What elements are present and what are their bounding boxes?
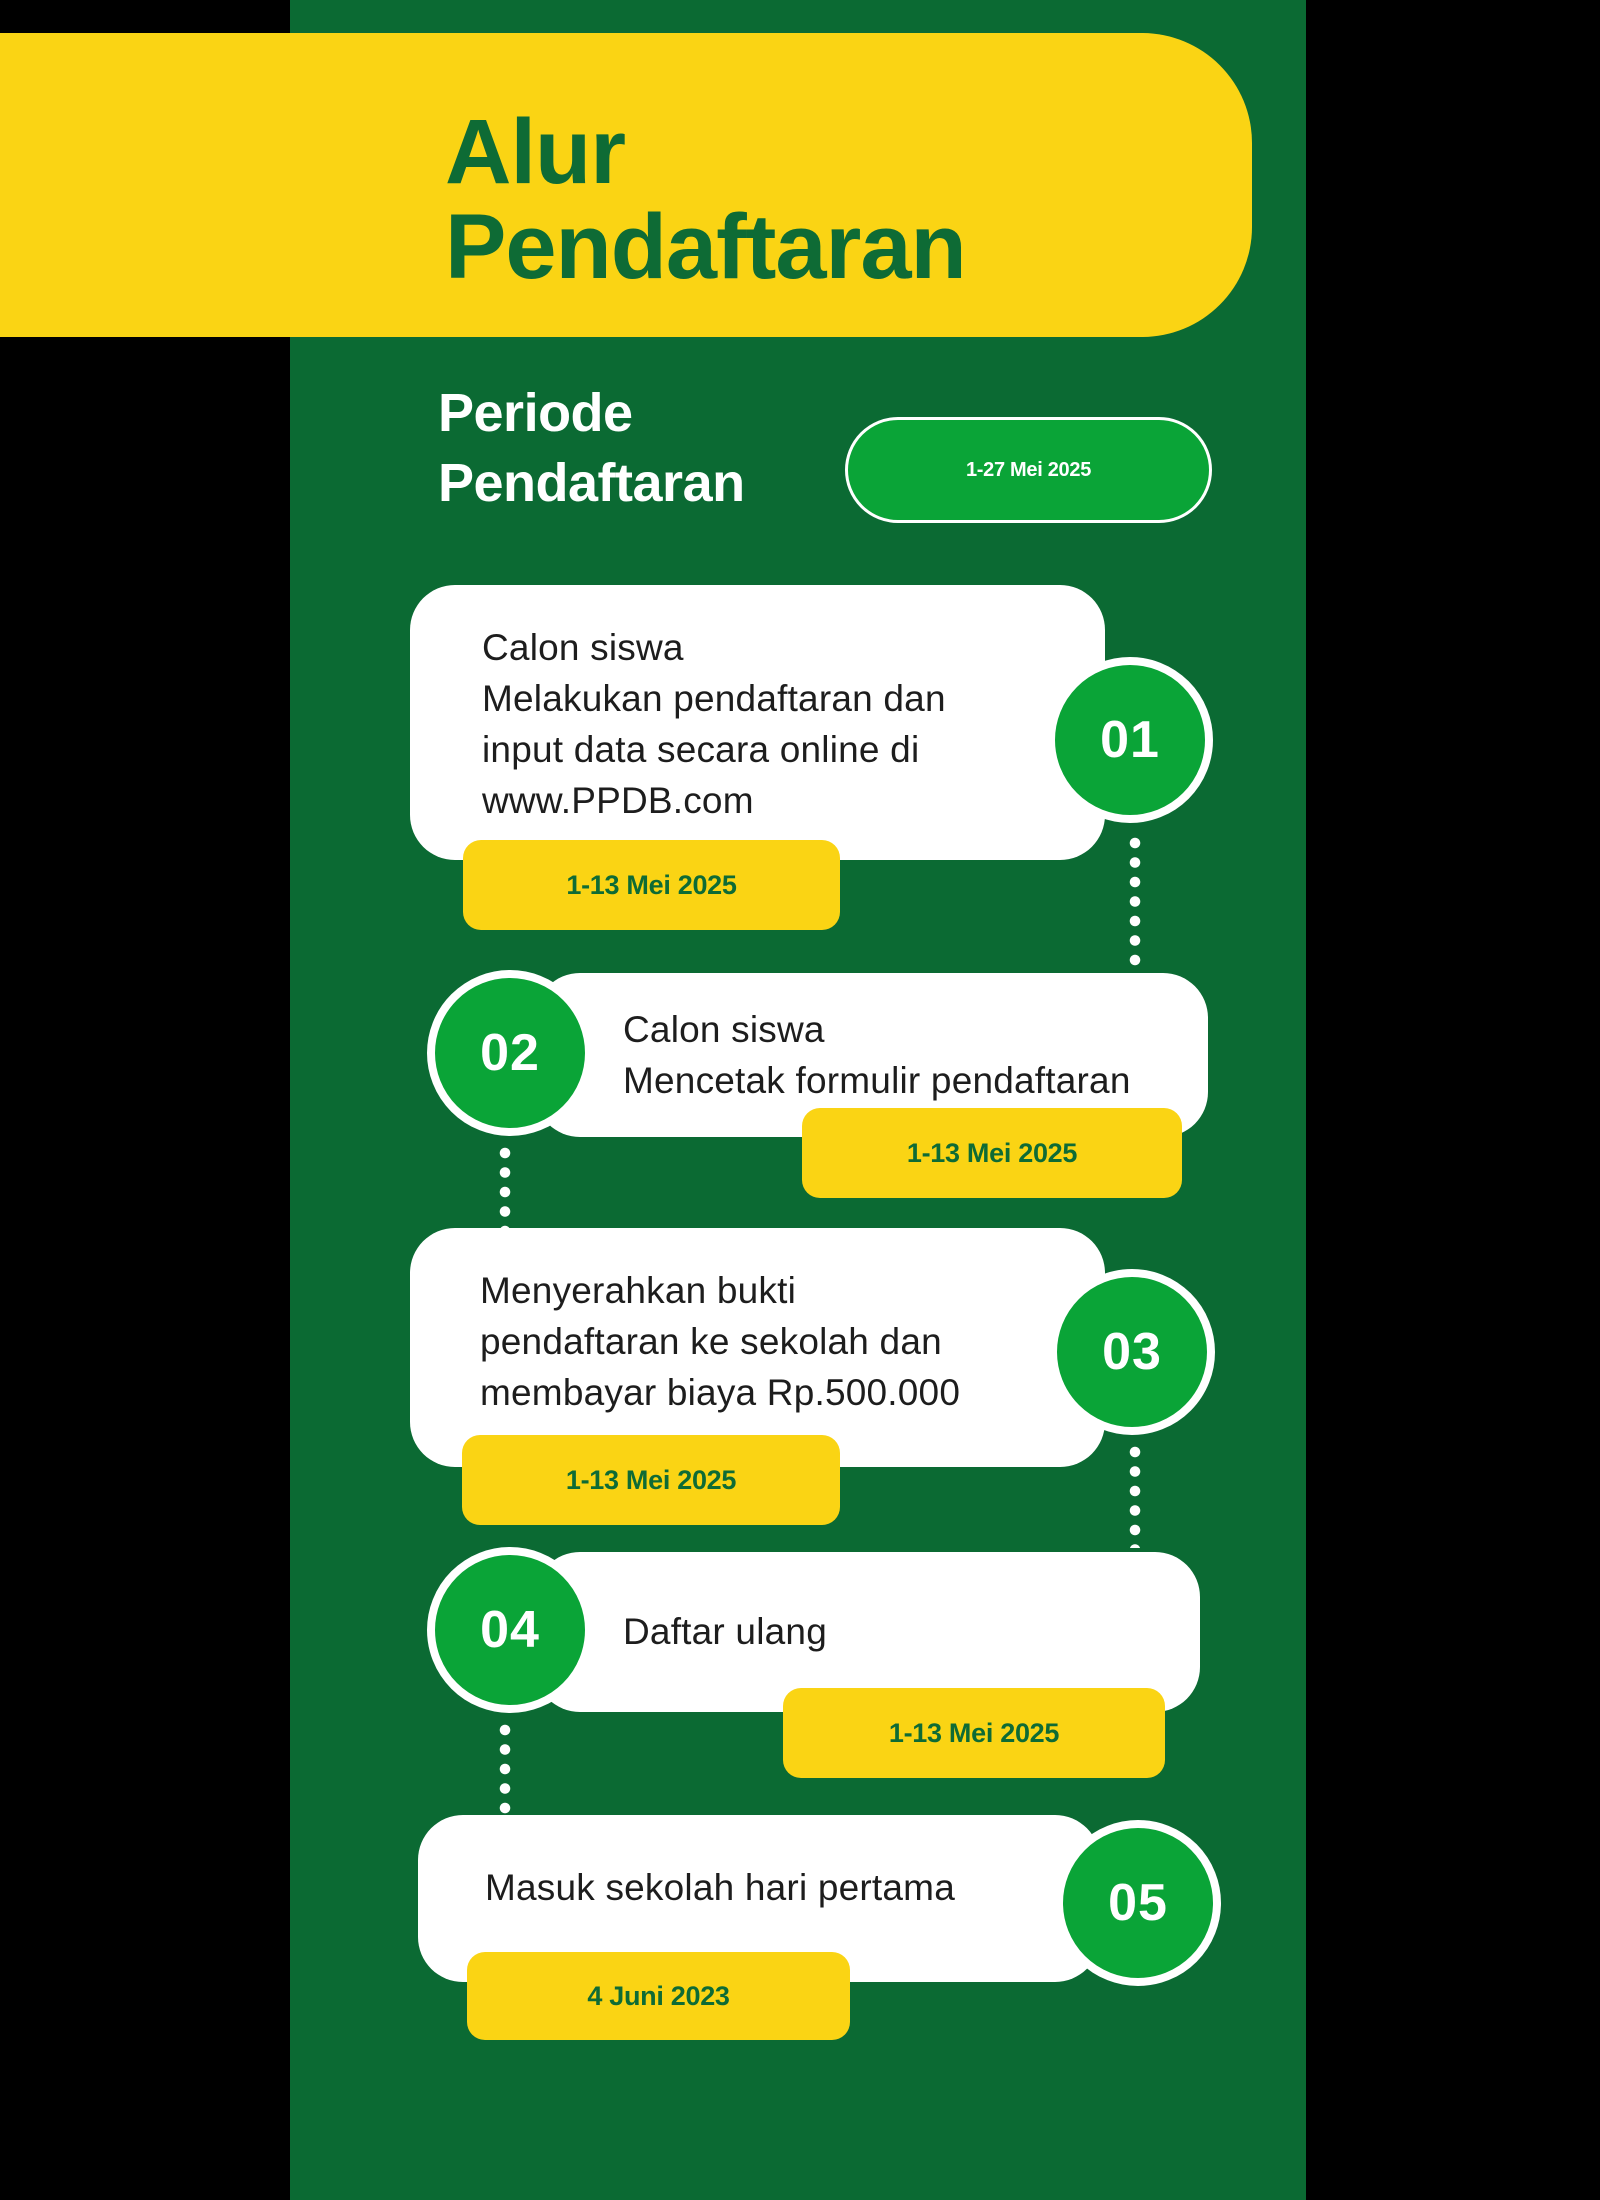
step-01-line2: Melakukan pendaftaran dan [482, 678, 946, 719]
step-date-02: 1-13 Mei 2025 [906, 1137, 1078, 1168]
step-number-circle-03 [1049, 1269, 1215, 1435]
step-02-line1: Calon siswa [623, 1009, 825, 1050]
step-text-01 [482, 622, 946, 826]
step-02-line2: Mencetak formulir pendaftaran [623, 1060, 1131, 1101]
dotted-connector-3 [1129, 1442, 1141, 1548]
step-date-badge-01 [463, 840, 840, 930]
step-date-03: 1-13 Mei 2025 [565, 1464, 737, 1495]
step-03-line3: membayar biaya Rp.500.000 [480, 1372, 961, 1413]
step-text-04 [623, 1606, 827, 1657]
dotted-connector-4 [499, 1720, 511, 1814]
page-title-line1: Alur [445, 101, 625, 203]
step-date-05: 4 Juni 2023 [587, 1980, 730, 2011]
step-04-line1: Daftar ulang [623, 1611, 827, 1652]
step-number-circle-02 [427, 970, 593, 1136]
step-number-circle-04 [427, 1547, 593, 1713]
step-03-line2: pendaftaran ke sekolah dan [480, 1321, 942, 1362]
page-title-line2: Pendaftaran [445, 196, 966, 298]
step-03-line1: Menyerahkan bukti [480, 1270, 797, 1311]
step-date-badge-02 [802, 1108, 1182, 1198]
step-number-01: 01 [1100, 711, 1160, 769]
step-number-02: 02 [480, 1024, 540, 1082]
step-date-01: 1-13 Mei 2025 [566, 869, 737, 900]
step-text-02 [623, 1004, 1131, 1106]
step-date-badge-04 [783, 1688, 1165, 1778]
step-number-04: 04 [480, 1601, 540, 1659]
step-01-line4: www.PPDB.com [482, 780, 754, 821]
step-number-03: 03 [1102, 1323, 1162, 1381]
period-date-pill [845, 417, 1212, 523]
step-text-05 [485, 1862, 955, 1913]
step-01-line1: Calon siswa [482, 627, 684, 668]
period-section-title-line2: Pendaftaran [438, 453, 745, 513]
step-text-03 [480, 1265, 960, 1418]
period-section-title-line1: Periode [438, 383, 633, 443]
step-date-badge-05 [467, 1952, 850, 2040]
step-number-circle-05 [1055, 1820, 1221, 1986]
step-number-circle-01 [1047, 657, 1213, 823]
step-01-line3: input data secara online di [482, 729, 920, 770]
header-banner [0, 33, 1252, 337]
page-title [445, 101, 966, 298]
step-number-05: 05 [1108, 1874, 1168, 1932]
period-section-title [438, 378, 745, 518]
step-date-badge-03 [462, 1435, 840, 1525]
step-date-04: 1-13 Mei 2025 [888, 1717, 1060, 1748]
dotted-connector-2 [499, 1143, 511, 1229]
dotted-connector-1 [1129, 833, 1141, 970]
period-date-pill-label: 1-27 Mei 2025 [965, 458, 1092, 481]
step-05-line1: Masuk sekolah hari pertama [485, 1867, 955, 1908]
